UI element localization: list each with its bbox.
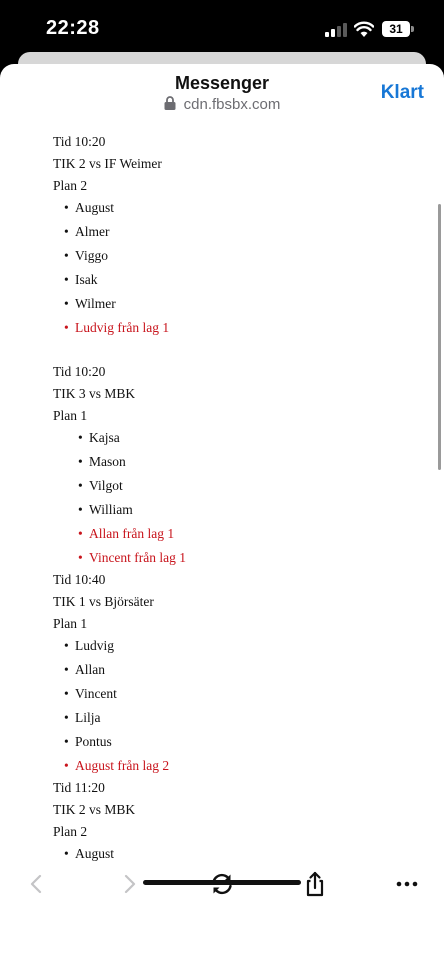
status-bar bbox=[0, 0, 444, 60]
match-title: TIK 2 vs MBK bbox=[53, 802, 136, 817]
player-item: • Vilgot bbox=[89, 478, 123, 494]
browser-header bbox=[0, 64, 444, 122]
player-item: • Allan bbox=[75, 662, 105, 678]
player-item: • Isak bbox=[75, 272, 98, 288]
match-title: TIK 3 vs MBK bbox=[53, 386, 136, 401]
player-item: • Almer bbox=[75, 224, 110, 240]
home-indicator[interactable] bbox=[143, 880, 301, 885]
player-item: • Lilja bbox=[75, 710, 101, 726]
signal-icon bbox=[325, 23, 347, 37]
page-title: Messenger bbox=[174, 73, 270, 93]
player-item: • Wilmer bbox=[75, 296, 116, 312]
match-time: Tid 11:20 bbox=[53, 780, 105, 795]
player-item: • August bbox=[75, 846, 114, 862]
player-item-highlighted: • Ludvig från lag 1 bbox=[75, 320, 169, 336]
player-item: • Ludvig bbox=[75, 638, 114, 654]
player-item-highlighted: • Allan från lag 1 bbox=[89, 526, 174, 542]
match-field: Plan 2 bbox=[53, 824, 88, 839]
chevron-right-icon[interactable] bbox=[116, 870, 144, 898]
scrollbar[interactable] bbox=[438, 204, 441, 470]
wifi-icon bbox=[354, 20, 374, 38]
url-display[interactable] bbox=[0, 96, 444, 113]
done-button[interactable]: Klart bbox=[380, 82, 424, 103]
status-time: 22:28 bbox=[46, 17, 100, 39]
match-time: Tid 10:20 bbox=[53, 134, 106, 149]
match-time: Tid 10:40 bbox=[53, 572, 106, 587]
match-title: TIK 1 vs Björsäter bbox=[53, 594, 154, 609]
url-text: cdn.fbsbx.com bbox=[183, 96, 281, 113]
share-icon[interactable] bbox=[301, 870, 329, 898]
chevron-left-icon[interactable] bbox=[22, 870, 50, 898]
player-item: • Kajsa bbox=[89, 430, 120, 446]
battery-level: 31 bbox=[382, 21, 410, 37]
match-field: Plan 2 bbox=[53, 178, 88, 193]
match-field: Plan 1 bbox=[53, 408, 88, 423]
player-item: • August bbox=[75, 200, 114, 216]
player-item: • Pontus bbox=[75, 734, 112, 750]
player-item-highlighted: • Vincent från lag 1 bbox=[89, 550, 186, 566]
lock-icon bbox=[164, 96, 176, 110]
player-item-highlighted: • August från lag 2 bbox=[75, 758, 169, 774]
player-item: • Mason bbox=[89, 454, 126, 470]
player-item: • Viggo bbox=[75, 248, 108, 264]
match-field: Plan 1 bbox=[53, 616, 88, 631]
browser-sheet bbox=[0, 64, 444, 960]
player-item: • William bbox=[89, 502, 133, 518]
battery-icon bbox=[382, 21, 414, 37]
document-content bbox=[0, 122, 444, 864]
match-time: Tid 10:20 bbox=[53, 364, 106, 379]
match-title: TIK 2 vs IF Weimer bbox=[53, 156, 162, 171]
player-item: • Vincent bbox=[75, 686, 117, 702]
more-icon[interactable] bbox=[393, 870, 421, 898]
